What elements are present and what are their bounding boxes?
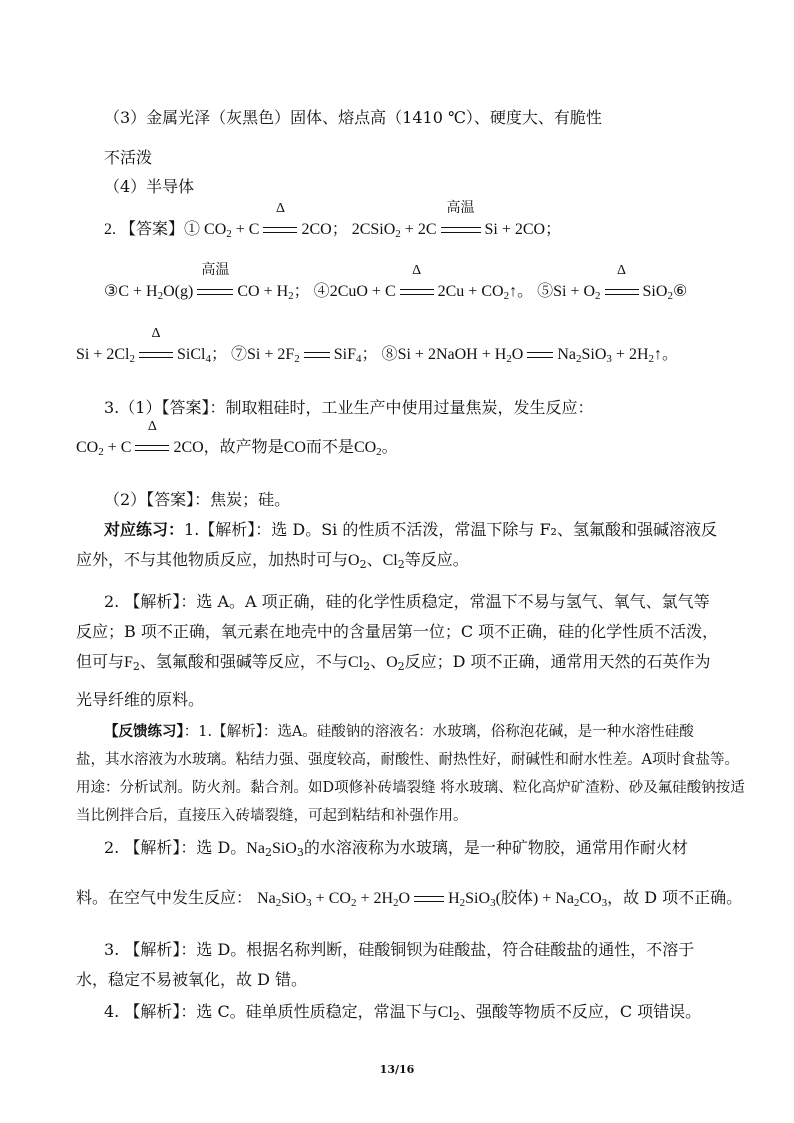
q2-equations-line3: $Si + 2Cl_2$ Δ SiCl$_4$； ⑦Si + $2F_2$ SiF$_4$； ⑧Si + 2NaOH + $H_2O$ $Na_2SiO_3$ + $2H_2↑$。 (76, 326, 679, 365)
fk-p3-line1: 3. 【解析】：选 D。根据名称判断，硅酸铜钡为硅酸盐，符合硅酸盐的通性，不溶于 (104, 940, 695, 959)
q3-equation-line: $CO_2 + C$ Δ 2CO，故产物是CO而不是$CO_2$。 (76, 419, 398, 458)
line-4-semiconductor: （4）半导体 (104, 177, 195, 196)
fk-p2-line1: 2. 【解析】：选 D。$Na_2SiO_3$的水溶液称为水玻璃，是一种矿物胶，通常用作耐火材 (104, 838, 688, 859)
dy-p2-line3: 但可与$F_2$、氢氟酸和强碱等反应，不与$Cl_2$、$O_2$反应；D 项不正确，通常用天然的石英作为 (76, 652, 711, 673)
q2-equations-line2: ③C + $H_2O(g)$ 高温 CO + $H_2$； ④2CuO + C Δ $2Cu + CO_2↑$。 ⑤Si + $O_2$ Δ SiO$_2$⑥ (104, 263, 688, 302)
fk-p4-line: 4. 【解析】：选 C。硅单质性质稳定，常温下与$Cl_2$、强酸等物质不反应，C 项错误。 (104, 1002, 702, 1023)
fk-line2: 盐，其水溶液为水玻璃。粘结力强、强度较高，耐酸性、耐热性好，耐碱性和耐水性差。A项时食盐等。 (76, 752, 739, 768)
fk-p3-line2: 水，稳定不易被氧化，故 D 错。 (76, 970, 308, 989)
q3-line1: 3.（1）【答案】：制取粗硅时，工业生产中使用过量焦炭，发生反应： (104, 398, 594, 417)
q3-line2: （2）【答案】：焦炭；硅。 (104, 490, 291, 509)
fk-line3: 用途：分析试剂。防火剂。黏合剂。如D项修补砖墙裂缝 将水玻璃、粒化高炉矿渣粉、砂及氟硅酸钠按适 (76, 780, 745, 796)
dy-p2-line4: 光导纤维的原料。 (76, 690, 205, 709)
dy-p2-line1: 2. 【解析】：选 A。A 项正确，硅的化学性质稳定，常温下不易与氢气、氧气、氯气等 (104, 592, 710, 611)
fk-p2-line2: 料。在空气中发生反应： $Na_2SiO_3 + CO_2 + 2H_2O$ $H_2SiO_3$(胶体) + $Na_2CO_3$，故 D 项不正确。 (76, 888, 743, 909)
page-number: 13/16 (379, 1063, 415, 1076)
line-inactive: 不活泼 (104, 148, 153, 167)
dy-line1: 对应练习：1.【解析】：选 D。Si 的性质不活泼，常温下除与 F₂、氢氟酸和强碱溶液反 (104, 520, 717, 539)
q2-equations-line1: 2. 【答案】① $CO_2 + C$ Δ 2CO； 2CSiO$_2$ + 2C 高温 Si + 2CO； (104, 201, 562, 240)
dy-line2: 应外，不与其他物质反应，加热时可与$O_2$、$Cl_2$等反应。 (76, 550, 469, 571)
fk-line4: 当比例拌合后，直接压入砖墙裂缝，可起到粘结和补强作用。 (76, 808, 468, 824)
line-3-metal-luster: （3）金属光泽（灰黑色）固体、熔点高（1410 ℃）、硬度大、有脆性 (104, 108, 602, 127)
fk-line1: 【反馈练习】：1.【解析】：选A。硅酸钠的溶液名：水玻璃，俗称泡花碱，是一种水溶性硅酸 (104, 723, 694, 740)
dy-p2-line2: 反应；B 项不正确，氧元素在地壳中的含量居第一位；C 项不正确，硅的化学性质不活泼， (76, 622, 719, 641)
